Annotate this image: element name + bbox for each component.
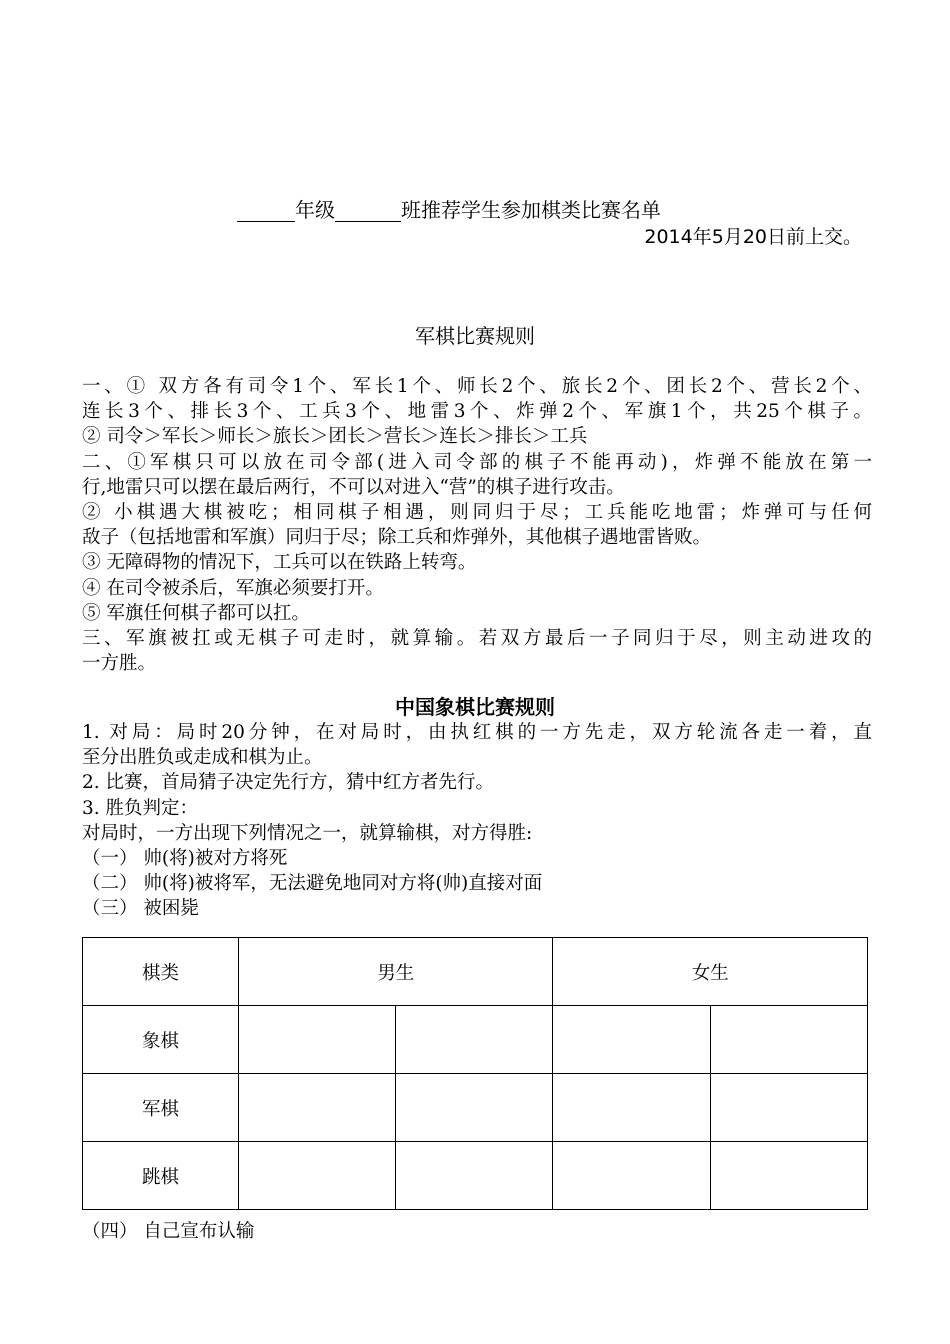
- rule-line: 连长3个、排长3个、工兵3个、地雷3个、炸弹2个、军旗1个，共25个棋子。: [82, 401, 872, 423]
- rule-line: 三、军旗被扛或无棋子可走时，就算输。若双方最后一子同归于尽，则主动进攻的: [82, 628, 872, 650]
- final-rule-line: （四） 自己宣布认输: [82, 1221, 255, 1242]
- class-blank-field[interactable]: [335, 201, 401, 222]
- rule-line: （一） 帅(将)被对方将死: [82, 848, 288, 870]
- rule-line: 一、① 双方各有司令1个、军长1个、师长2个、旅长2个、团长2个、营长2个、: [82, 376, 872, 397]
- boys-entry-cell-1[interactable]: [239, 1142, 396, 1210]
- rule-line: 敌子（包括地雷和军旗）同归于尽；除工兵和炸弹外，其他棋子遇地雷皆败。: [82, 527, 712, 549]
- header-girls-cell: 女生: [553, 938, 868, 1006]
- rule-line: ④ 在司令被杀后，军旗必须要打开。: [82, 577, 384, 599]
- title-grade-suffix: 年级: [295, 198, 335, 222]
- row-category-cell: 跳棋: [83, 1142, 239, 1210]
- rule-line: ② 司令＞军长＞师长＞旅长＞团长＞营长＞连长＞排长＞工兵: [82, 426, 588, 448]
- rule-line: ⑤ 军旗任何棋子都可以扛。: [82, 602, 310, 624]
- boys-entry-cell-1[interactable]: [239, 1006, 396, 1074]
- header-category-cell: 棋类: [83, 938, 239, 1006]
- table-row: [83, 1074, 868, 1142]
- row-category-cell: 军棋: [83, 1074, 239, 1142]
- xiangqi-rules-title: 中国象棋比赛规则: [395, 695, 555, 719]
- boys-entry-cell-2[interactable]: [396, 1074, 553, 1142]
- girls-entry-cell-2[interactable]: [710, 1074, 867, 1142]
- row-category-cell: 象棋: [83, 1006, 239, 1074]
- boys-entry-cell-1[interactable]: [239, 1074, 396, 1142]
- rule-line: 2. 比赛，首局猜子决定先行方，猜中红方者先行。: [82, 772, 495, 794]
- junqi-rules-body: [82, 374, 872, 676]
- boys-entry-cell-2[interactable]: [396, 1142, 553, 1210]
- rule-line: 对局时，一方出现下列情况之一，就算输棋，对方得胜:: [82, 822, 533, 844]
- girls-entry-cell-1[interactable]: [553, 1006, 710, 1074]
- rule-line: 3. 胜负判定：: [82, 797, 199, 819]
- table-row: [83, 1142, 868, 1210]
- rule-line: （三） 被困毙: [82, 898, 199, 920]
- girls-entry-cell-1[interactable]: [553, 1074, 710, 1142]
- rule-line: ③ 无障碍物的情况下，工兵可以在铁路上转弯。: [82, 552, 477, 574]
- rule-line: 1. 对局：局时20分钟，在对局时，由执红棋的一方先走，双方轮流各走一着，直: [82, 722, 872, 743]
- rule-line: 至分出胜负或走成和棋为止。: [82, 747, 323, 769]
- table-row: [83, 1006, 868, 1074]
- deadline-note: 2014年5月20日前上交。: [644, 226, 862, 248]
- roster-table: [82, 937, 868, 1210]
- rule-line: 一方胜。: [82, 653, 157, 675]
- girls-entry-cell-2[interactable]: [710, 1006, 867, 1074]
- girls-entry-cell-1[interactable]: [553, 1142, 710, 1210]
- rule-line: （二） 帅(将)被将军，无法避免地同对方将(帅)直接对面: [82, 873, 543, 895]
- table-header-row: [83, 938, 868, 1006]
- rule-line: 二、①军棋只可以放在司令部(进入司令部的棋子不能再动)，炸弹不能放在第一: [82, 451, 872, 473]
- grade-blank-field[interactable]: [237, 201, 295, 222]
- header-boys-cell: 男生: [239, 938, 553, 1006]
- title-rest: 班推荐学生参加棋类比赛名单: [401, 198, 661, 222]
- rule-line: ② 小棋遇大棋被吃；相同棋子相遇，则同归于尽；工兵能吃地雷；炸弹可与任何: [82, 502, 872, 524]
- rule-line: 行,地雷只可以摆在最后两行，不可以对进入“营”的棋子进行攻击。: [82, 476, 625, 498]
- xiangqi-rules-body: [82, 720, 872, 922]
- junqi-rules-title: 军棋比赛规则: [415, 324, 535, 348]
- boys-entry-cell-2[interactable]: [396, 1006, 553, 1074]
- page-title: [237, 198, 661, 222]
- girls-entry-cell-2[interactable]: [710, 1142, 867, 1210]
